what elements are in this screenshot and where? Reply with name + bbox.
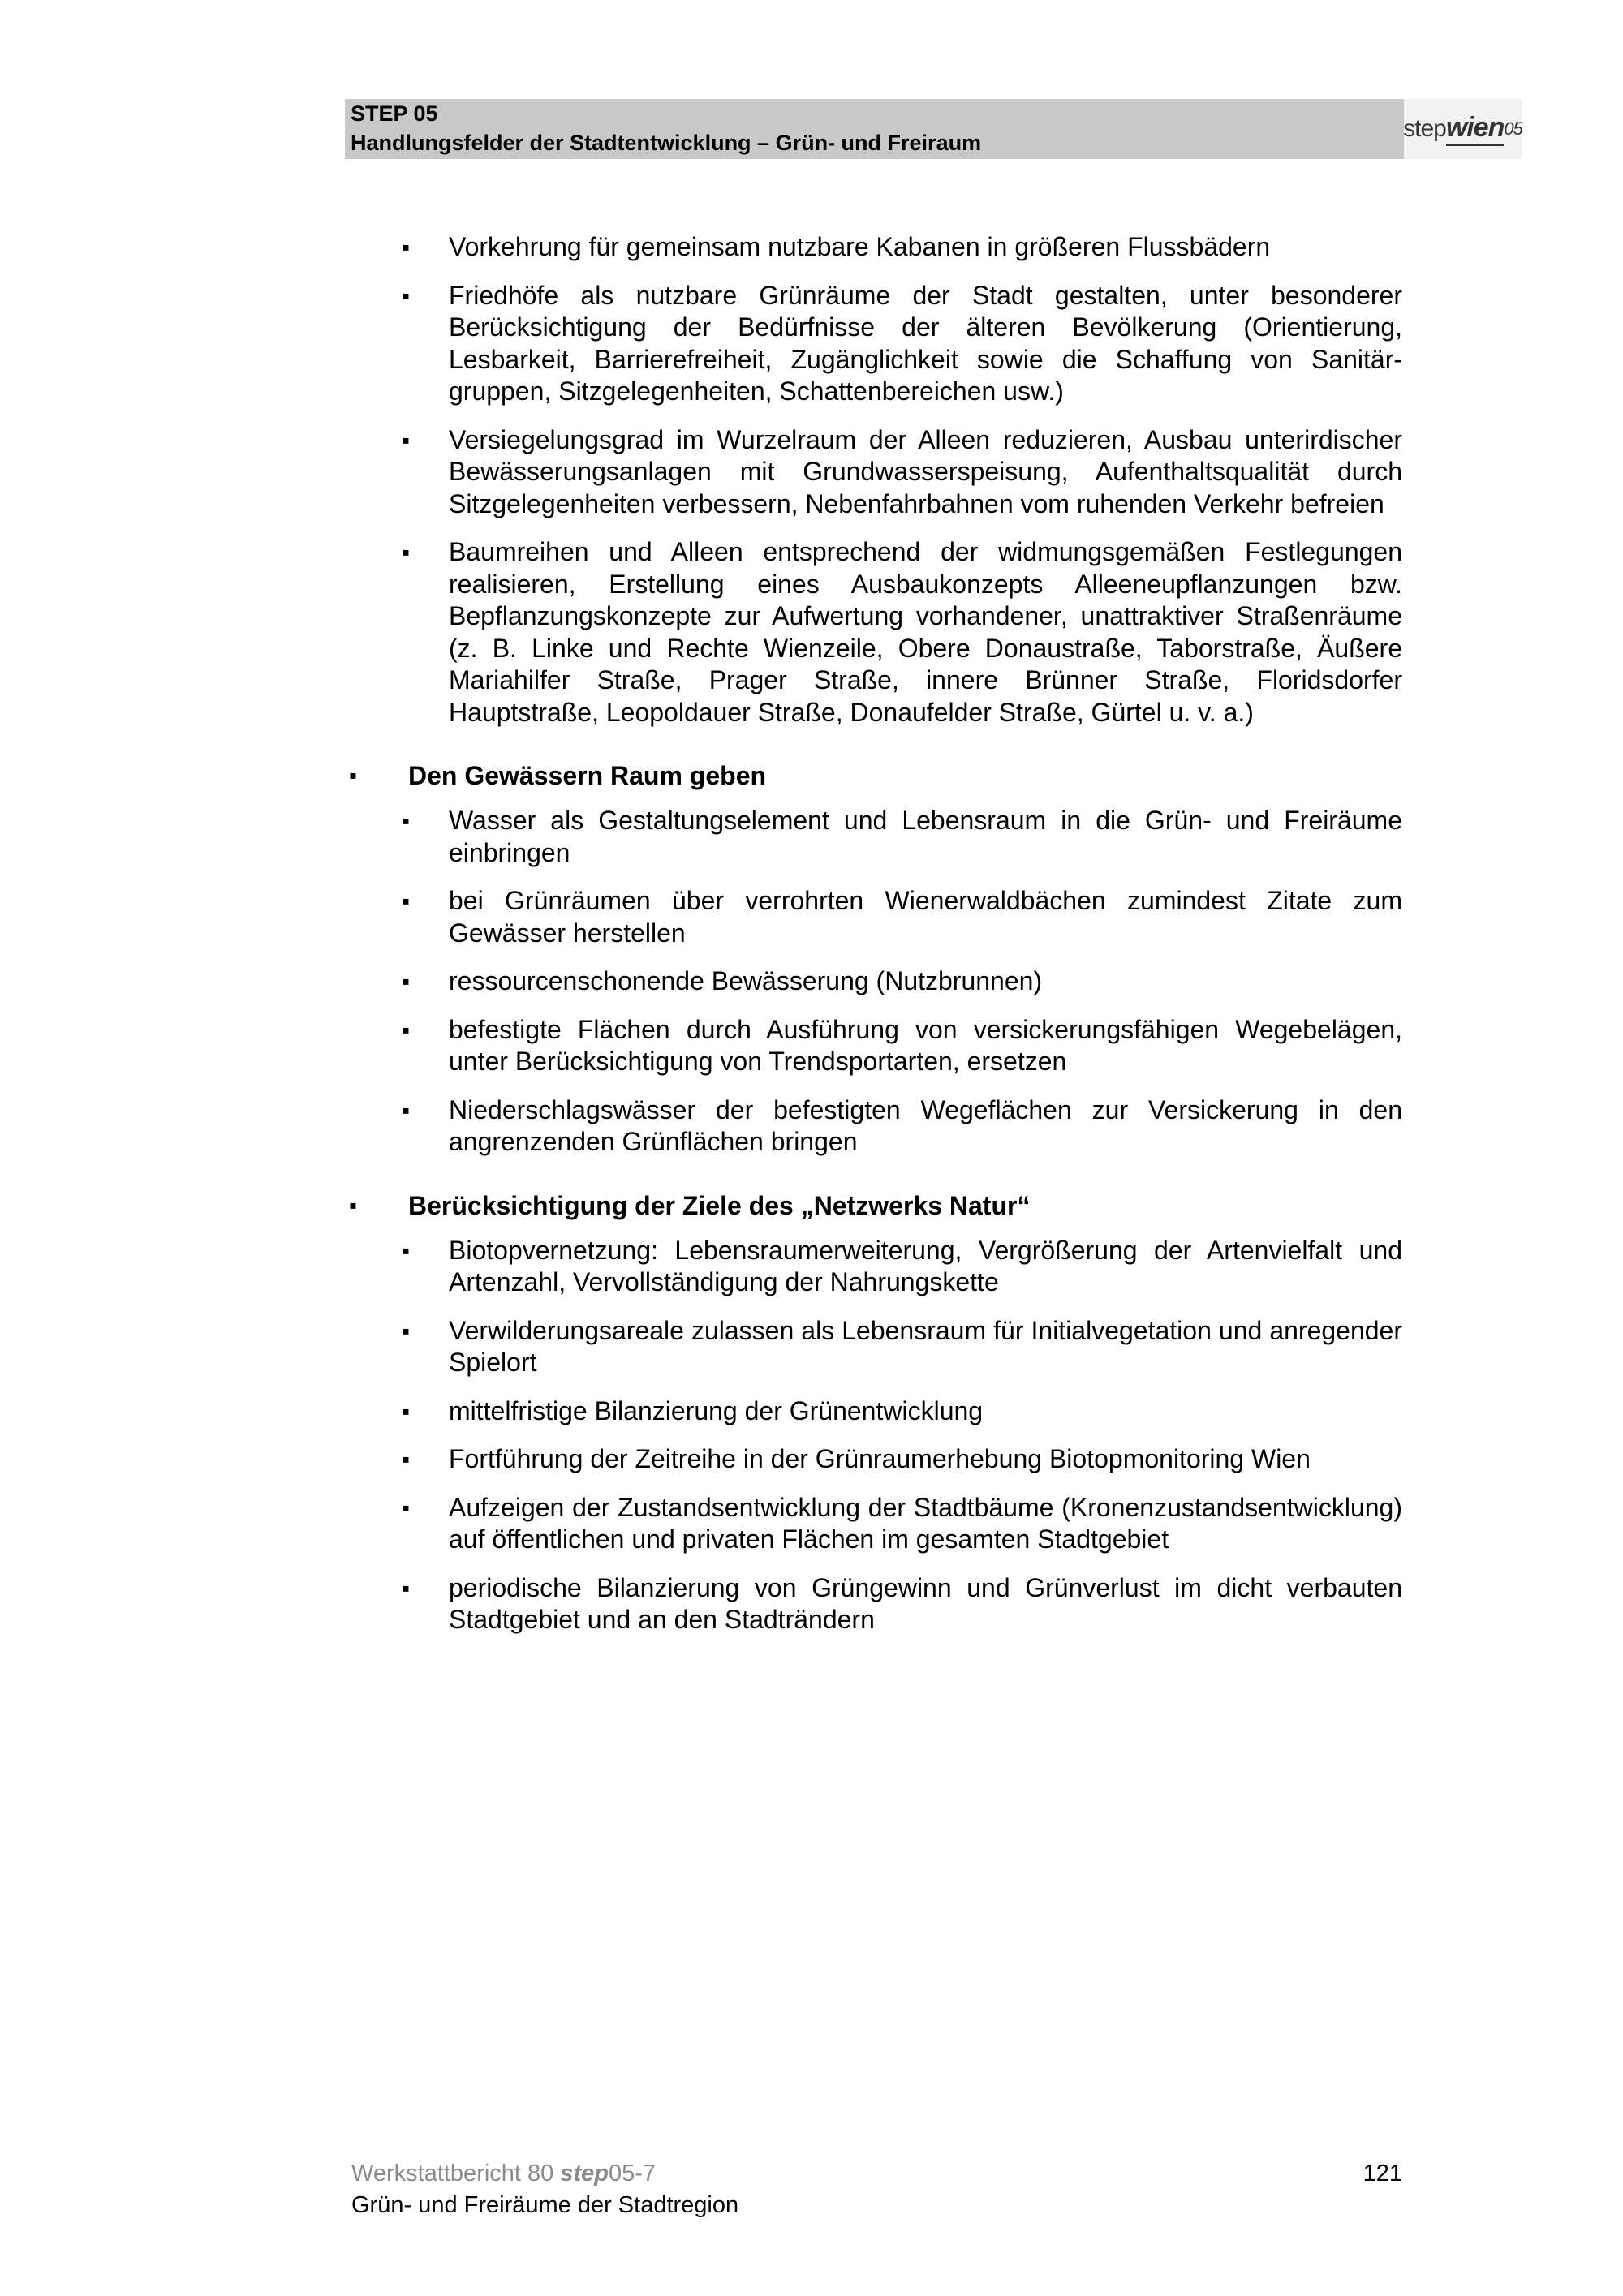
list-item: ▪ Verwilderungsareale zulassen als Lebensraum für Initialvegetation und anregender Spielort <box>449 1315 1402 1379</box>
list-item: ▪ bei Grünräumen über verrohrten Wienerwaldbächen zumindest Zitate zum Gewässer herstellen <box>449 885 1402 949</box>
list-item: ▪ Fortführung der Zeitreihe in der Grünraumerhebung Biotopmonitoring Wien <box>449 1443 1402 1476</box>
page-header <box>351 99 981 157</box>
logo-suffix: 05 <box>1504 118 1522 139</box>
list-item: ▪ Friedhöfe als nutzbare Grünräume der Stadt gestalten, unter besonderer Berücksichtigung der Bedürfnisse der älteren Bevölkerung (Orientierung, Lesbarkeit, Barrierefreiheit, Zugänglichkeit sowie die Schaffung von Sanitärgruppen, Sitzgelegenheiten, Schattenbereichen usw.) <box>449 280 1402 408</box>
list-item: ▪ Aufzeigen der Zustandsentwicklung der Stadtbäume (Kronenzustandsentwicklung) auf öffentlichen und privaten Flächen im gesamten Stadtgebiet <box>449 1492 1402 1556</box>
list-item: ▪ periodische Bilanzierung von Grüngewinn und Grünverlust im dicht verbauten Stadtgebiet und an den Stadträndern <box>449 1572 1402 1636</box>
logo-prefix: step <box>1403 115 1446 142</box>
page-number: 121 <box>1363 2161 1402 2186</box>
list-item: ▪ mittelfristige Bilanzierung der Grünentwicklung <box>449 1395 1402 1428</box>
footer-report: Werkstattbericht 80 <box>351 2161 561 2186</box>
step-wien-logo <box>1404 99 1522 159</box>
section-heading-gewaesser: ▪ Den Gewässern Raum geben <box>408 759 1402 792</box>
footer-step-bold: step <box>560 2161 609 2186</box>
page-footer <box>351 2158 1402 2221</box>
logo-word: wien <box>1446 112 1505 146</box>
document-body <box>0 231 1623 1653</box>
list-item: ▪ Baumreihen und Alleen entsprechend der widmungsgemäßen Festlegungen realisieren, Erstellung eines Ausbaukonzepts Alleeneupflanzungen bzw. Bepflanzungskonzepte zur Aufwertung vorhandener, unattraktiver Straßenräume (z. B. Linke und Rechte Wienzeile, Obere Donaustraße, Taborstraße, Äußere Mariahilfer Straße, Prager Straße, innere Brünner Straße, Floridsdorfer Hauptstraße, Leopoldauer Straße, Donaufelder Straße, Gürtel u. v. a.) <box>449 536 1402 729</box>
footer-report-line <box>351 2158 1402 2190</box>
list-item: ▪ befestigte Flächen durch Ausführung von versickerungsfähigen Wegebelägen, unter Berücksichtigung von Trendsportarten, ersetzen <box>449 1014 1402 1078</box>
list-item: ▪ Biotopvernetzung: Lebensraumerweiterung, Vergrößerung der Artenvielfalt und Artenzahl, Vervollständigung der Nahrungskette <box>449 1235 1402 1299</box>
header-line-1: STEP 05 <box>351 101 438 126</box>
footer-step-rest: 05-7 <box>609 2161 657 2186</box>
footer-subtitle: Grün- und Freiräume der Stadtregion <box>351 2192 739 2218</box>
list-item: ▪ Versiegelungsgrad im Wurzelraum der Alleen reduzieren, Ausbau unterirdischer Bewässerungsanlagen mit Grundwasserspeisung, Aufenthaltsqualität durch Sitzgelegenheiten verbessern, Nebenfahrbahnen vom ruhenden Verkehr befreien <box>449 424 1402 521</box>
list-item: ▪ ressourcenschonende Bewässerung (Nutzbrunnen) <box>449 965 1402 998</box>
list-item: ▪ Vorkehrung für gemeinsam nutzbare Kabanen in größeren Flussbädern <box>449 231 1402 264</box>
list-item: ▪ Wasser als Gestaltungselement und Lebensraum in die Grün- und Freiräume einbringen <box>449 805 1402 869</box>
list-item: ▪ Niederschlagswässer der befestigten Wegeflächen zur Versickerung in den angrenzenden Grünflächen bringen <box>449 1094 1402 1159</box>
header-line-2: Handlungsfelder der Stadtentwicklung – Grün- und Freiraum <box>351 131 982 155</box>
section-heading-netzwerk-natur: ▪ Berücksichtigung der Ziele des „Netzwerks Natur“ <box>408 1189 1402 1222</box>
